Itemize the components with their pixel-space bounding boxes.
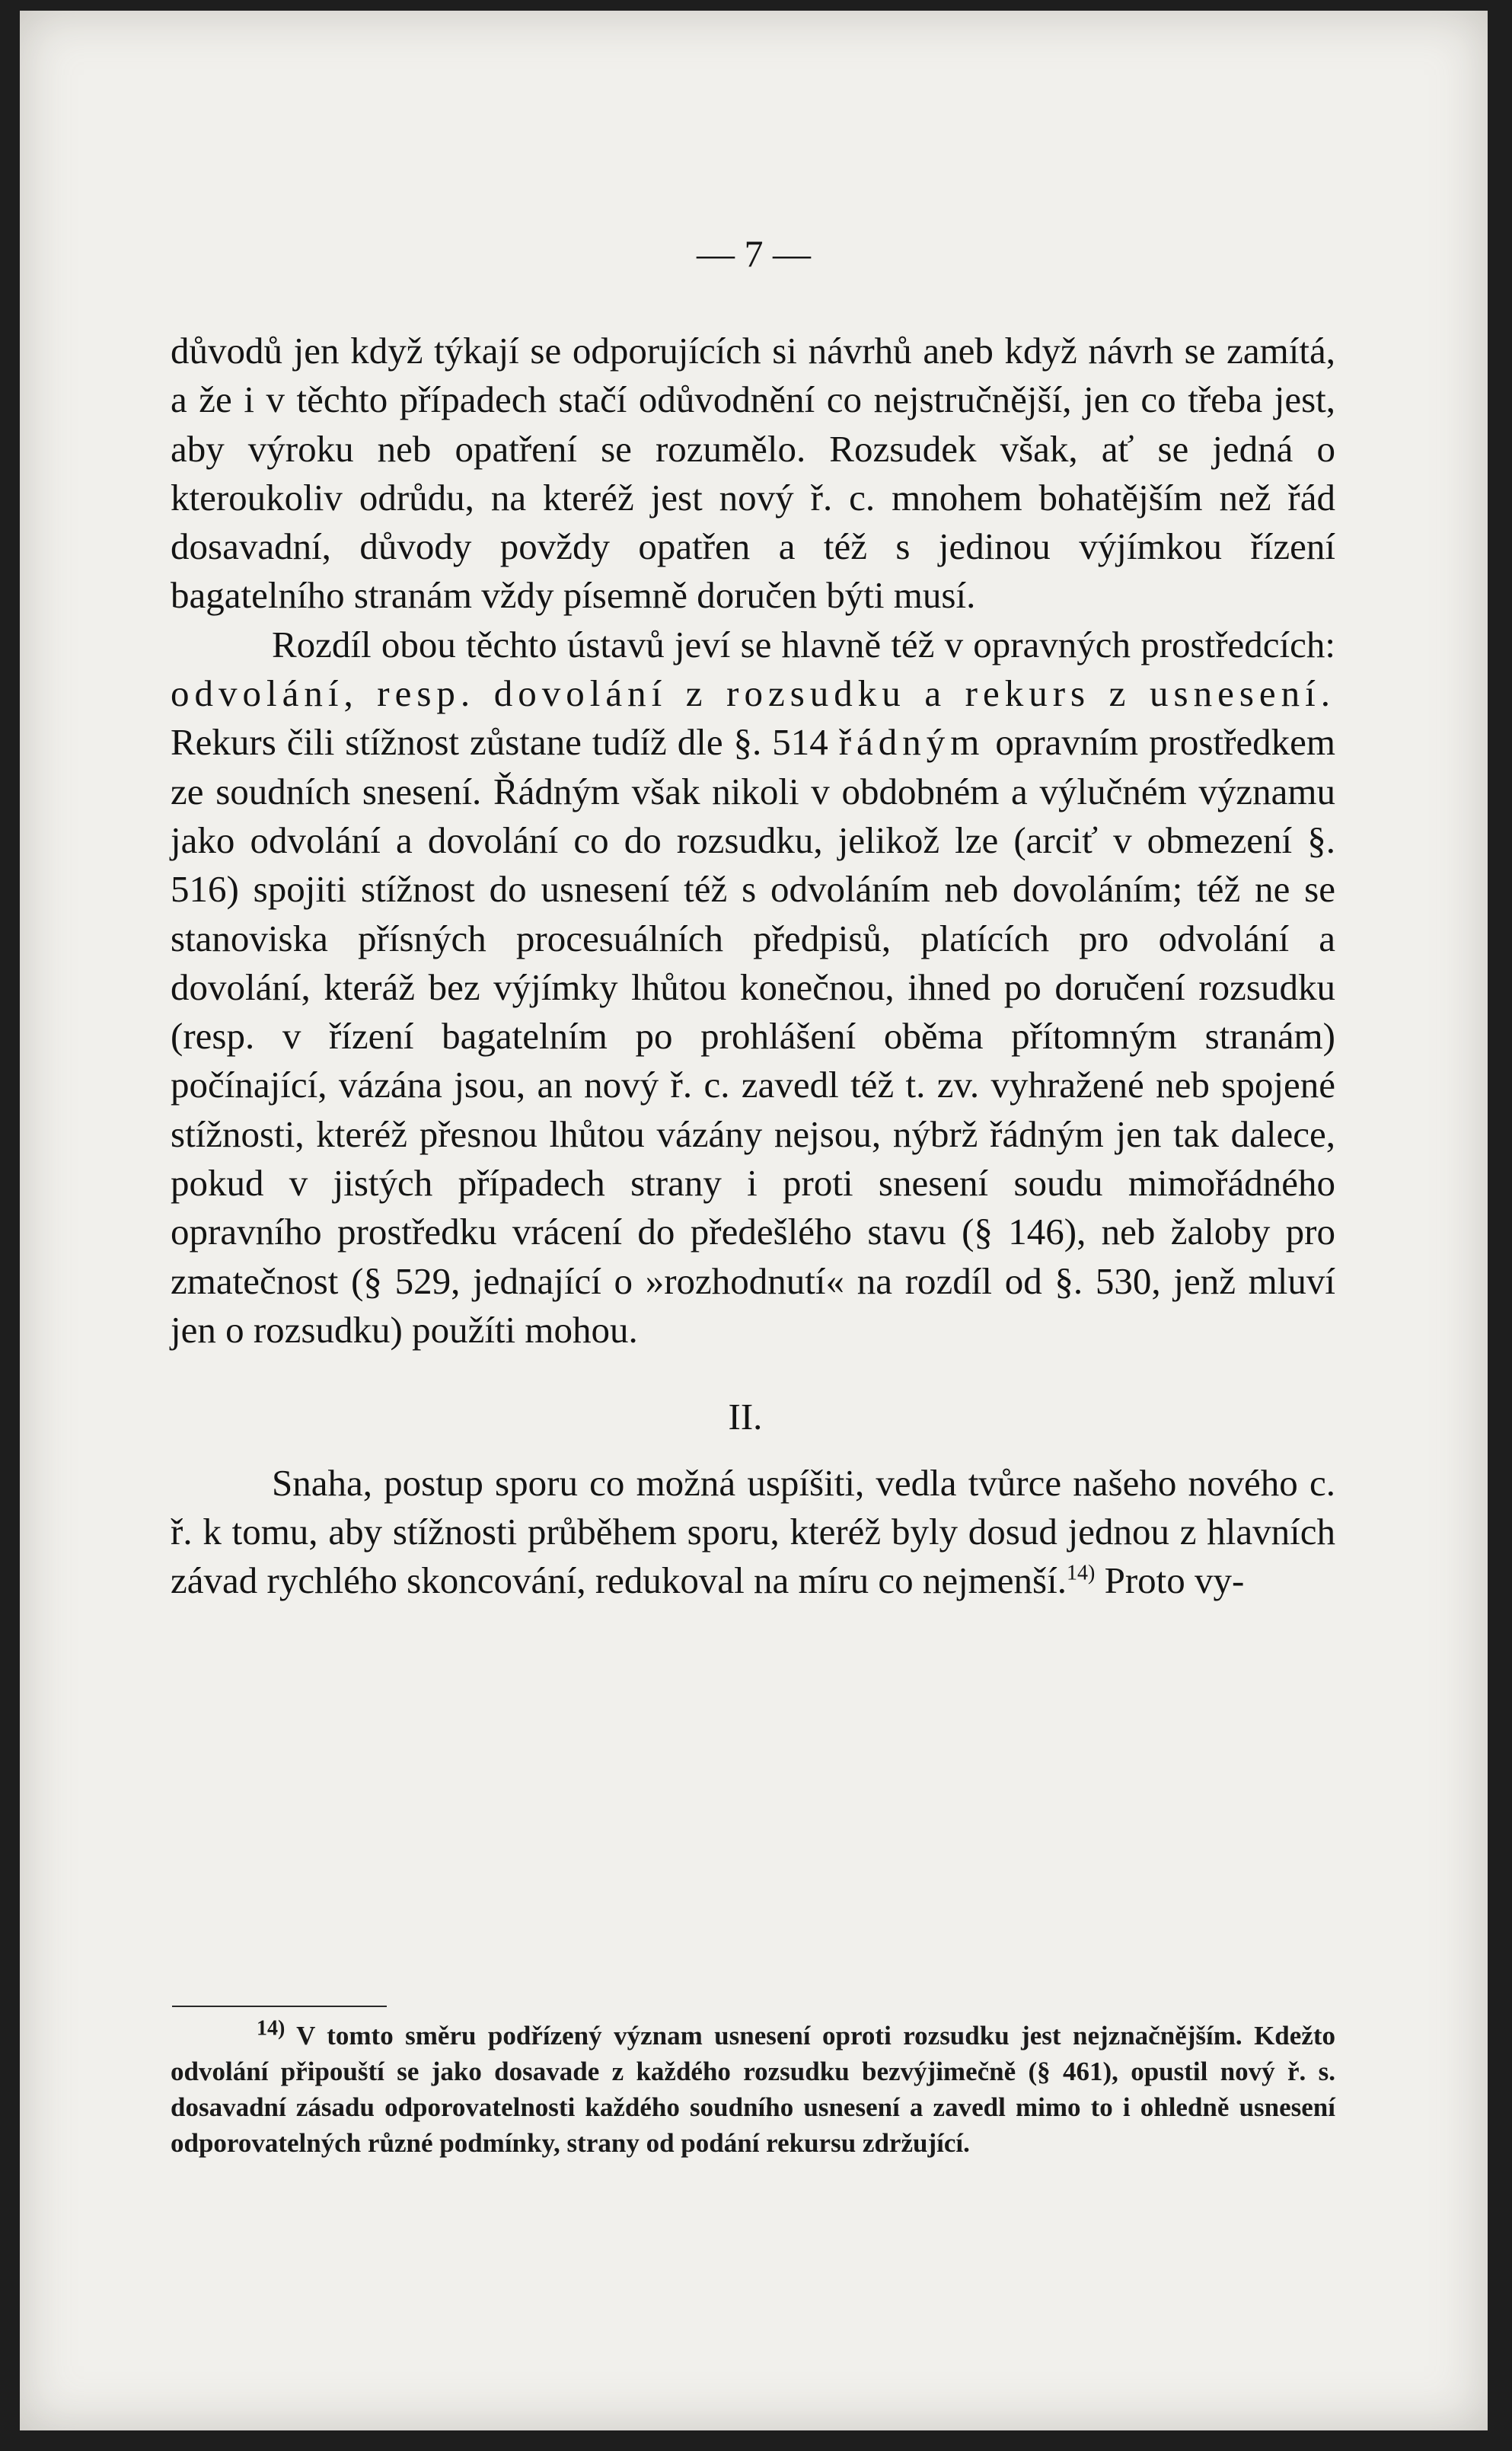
emphasis-remedies: odvolání, resp. dovolání z rozsudku a rekurs z usnesení. — [171, 672, 1335, 715]
paragraph-3-tail: Proto vy- — [1095, 1559, 1245, 1602]
main-text — [171, 327, 1335, 1605]
footnote-text: V tomto směru podřízený význam usnesení oproti rozsudku jest nejznačnějším. Kdežto odvolání připouští se jako dosavade z každého rozsudku bezvýjimečně (§ 461), opustil nový ř. s. dosavadní zásadu odporovatelnosti každého soudního usnesení a zavedl mimo to i ohledně usnesení odporovatelných různé podmínky, strany od podání rekursu zdržující. — [171, 2021, 1335, 2158]
paragraph-2-part-3: opravním prostředkem ze soudních snesení. Řádným však nikoli v obdobném a výlučném významu jako odvolání a dovolání co do rozsudku, jelikož lze (arciť v obmezení §. 516) spojiti stížnost do usnesení též s odvoláním neb dovoláním; též ne se stanoviska přísných procesuálních předpisů, platících pro odvolání a dovolání, kteráž bez výjímky lhůtou konečnou, ihned po doručení rozsudku (resp. v řízení bagatelním po prohlášení oběma přítomným stranám) počínající, vázána jsou, an nový ř. c. zavedl též t. zv. vyhražené neb spojené stížnosti, kteréž přesnou lhůtou vázány nejsou, nýbrž řádným jen tak dalece, pokud v jistých případech strany i proti snesení soudu mimořádného opravního prostředku vrácení do předešlého stavu (§ 146), neb žaloby pro zmatečnost (§ 529, jednající o »rozhodnutí« na rozdíl od §. 530, jenž mluví jen o rozsudku) použíti mohou. — [171, 721, 1335, 1351]
paragraph-2-part-1: Rozdíl obou těchto ústavů jeví se hlavně též v opravných prostředcích: — [272, 623, 1335, 665]
footnote-marker: 14) — [257, 2016, 285, 2041]
paragraph-1: důvodů jen když týkají se odporujících si návrhů aneb když návrh se zamítá, a že i v těchto případech stačí odůvodnění co nejstručnější, jen co třeba jest, aby výroku neb opatření se rozumělo. Rozsudek však, ať se jedná o kteroukoliv odrůdu, na kteréž jest nový ř. c. mnohem bohatějším než řád dosavadní, důvody povždy opatřen a též s jedinou výjímkou řízení bagatelního stranám vždy písemně doručen býti musí. — [171, 330, 1335, 617]
footnote-paragraph — [171, 2018, 1335, 2161]
footnote-divider — [172, 2006, 387, 2007]
section-heading: II. — [728, 1396, 763, 1438]
page-number: — 7 — — [697, 232, 811, 275]
book-page — [20, 11, 1488, 2430]
paragraph-2 — [171, 621, 1335, 1355]
emphasis-radnym: řádným — [838, 721, 985, 764]
paragraph-3-text: Snaha, postup sporu co možná uspíšiti, vedla tvůrce našeho nového c. ř. k tomu, aby stížnosti průběhem sporu, kteréž byly dosud jednou z hlavních závad rychlého skoncování, redukoval na míru co nejmenší. — [171, 1461, 1335, 1602]
paragraph-2-part-2: Rekurs čili stížnost zůstane tudíž dle §. 514 — [171, 721, 839, 764]
footnote — [171, 2018, 1335, 2161]
paragraph-3 — [171, 1459, 1335, 1606]
footnote-reference: 14) — [1066, 1561, 1096, 1585]
